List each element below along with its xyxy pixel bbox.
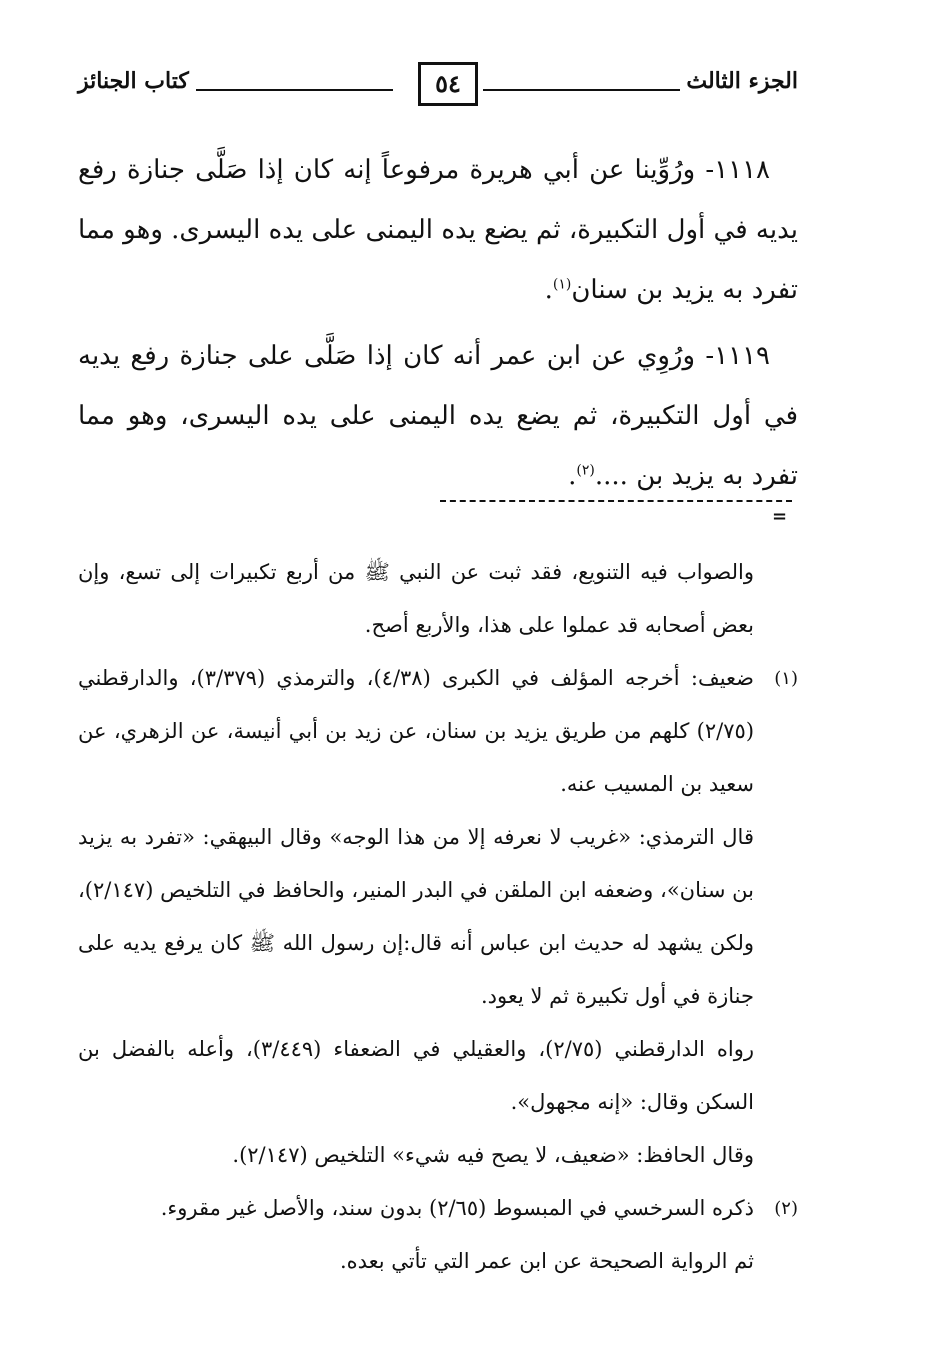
footnote-2: [78, 1182, 798, 1288]
chapter-label: كتاب الجنائز: [78, 68, 189, 94]
header-rule-right: [483, 89, 680, 91]
hadith-1119-text: ١١١٩- ورُوِي عن ابن عمر أنه كان إذا صَلَّى على جنازة رفع يديه في أول التكبيرة، ثم يضع يده اليمنى على يده اليسرى، وهو مما تفرد به يزيد بن ....: [78, 341, 798, 491]
footnotes: [78, 546, 798, 1288]
hadith-1119: [78, 326, 798, 506]
footnote-1-text-b: قال الترمذي: «غريب لا نعرفه إلا من هذا الوجه» وقال البيهقي: «تفرد به يزيد بن سنان»، وضعفه ابن الملقن في البدر المنير، والحافظ في التلخيص (٢/١٤٧)، ولكن يشهد له حديث ابن عباس أنه قال:إن رسول الله ﷺ كان يرفع يديه على جنازة في أول تكبيرة ثم لا يعود.: [78, 825, 754, 1008]
hadith-1118: [78, 140, 798, 320]
footnote-2-text-a: ذكره السرخسي في المبسوط (٢/٦٥) بدون سند، والأصل غير مقروء.: [160, 1196, 754, 1220]
hadith-1118-text: ١١١٨- ورُوِّينا عن أبي هريرة مرفوعاً إنه كان إذا صَلَّى جنازة رفع يديه في أول التكبيرة، ثم يضع يده اليمنى على يده اليسرى. وهو مما تفرد به يزيد بن سنان: [78, 155, 798, 305]
main-text: [78, 140, 798, 506]
volume-label: الجزء الثالث: [686, 68, 798, 94]
footnote-continuation: والصواب فيه التنويع، فقد ثبت عن النبي ﷺ من أربع تكبيرات إلى تسع، وإن بعض أصحابه قد عملوا على هذا، والأربع أصح.: [78, 560, 754, 637]
footnote-1: [78, 652, 798, 1182]
footnote-2-number: (٢): [774, 1198, 798, 1219]
footnote-separator: [440, 500, 792, 502]
footnote-1-text-c: رواه الدارقطني (٢/٧٥)، والعقيلي في الضعفاء (٣/٤٤٩)، وأعله بالفضل بن السكن وقال: «إنه مجهول».: [78, 1037, 754, 1114]
footnote-1-number: (١): [774, 668, 798, 689]
footnote-1-text-a: ضعيف: أخرجه المؤلف في الكبرى (٤/٣٨)، والترمذي (٣/٣٧٩)، والدارقطني (٢/٧٥) كلهم من طريق يزيد بن سنان، عن زيد بن أبي أنيسة، عن الزهري، عن سعيد بن المسيب عنه.: [78, 666, 755, 796]
hadith-1118-period: .: [544, 275, 553, 305]
footnote-2-text-b: ثم الرواية الصحيحة عن ابن عمر التي تأتي بعده.: [339, 1249, 754, 1273]
header-rule-left: [196, 89, 393, 91]
page-header: [78, 62, 798, 112]
footnote-ref-1: (١): [552, 276, 572, 293]
continuation-mark: =: [772, 506, 788, 527]
page-number: ٥٤: [418, 62, 478, 106]
footnote-1-text-d: وقال الحافظ: «ضعيف، لا يصح فيه شيء» التلخيص (٢/١٤٧).: [232, 1143, 754, 1167]
hadith-1119-period: .: [568, 461, 577, 491]
footnote-ref-2: (٢): [576, 462, 595, 479]
